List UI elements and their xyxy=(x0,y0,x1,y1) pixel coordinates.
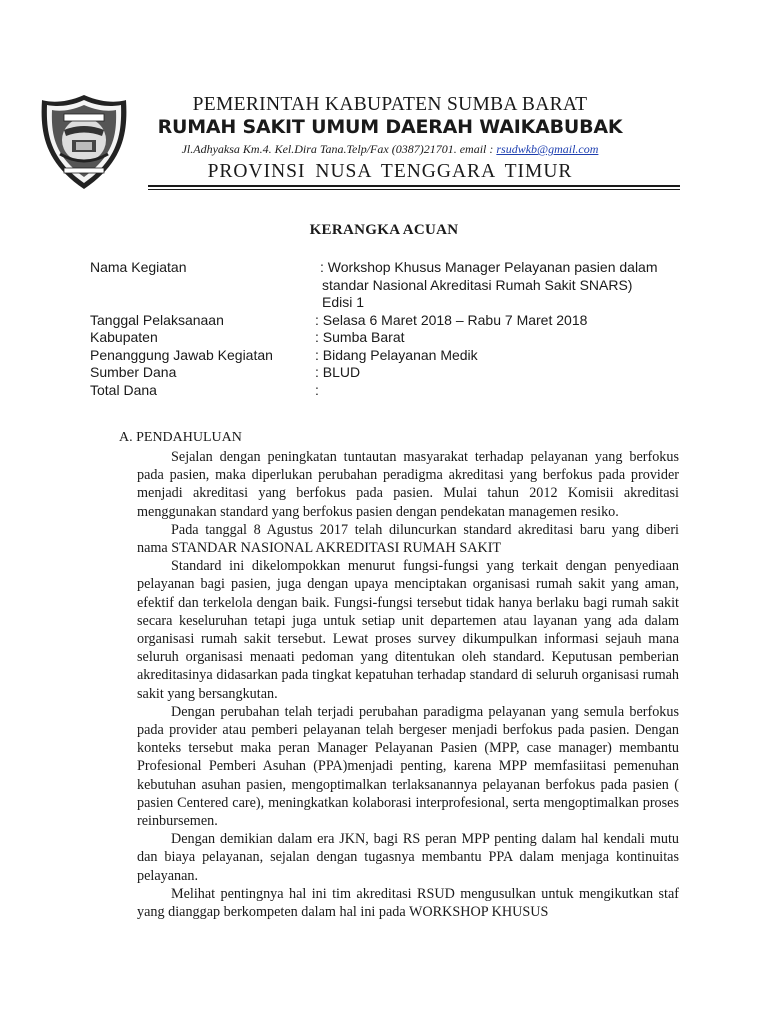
logo xyxy=(36,92,132,192)
paragraph: Dengan demikian dalam era JKN, bagi RS peran MPP penting dalam hal kendali mutu dan biaya pelayanan, sejalan dengan tugasnya membantu PPA dalam menjaga kontinuitas pelayanan. xyxy=(137,831,679,884)
header-divider-thick xyxy=(148,185,680,187)
province-name: PROVINSI NUSA TENGGARA TIMUR xyxy=(207,161,573,182)
paragraph: Pada tanggal 8 Agustus 2017 telah diluncurkan standard akreditasi baru yang diberi nama STANDAR NASIONAL AKREDITASI RUMAH SAKIT xyxy=(137,521,679,557)
government-name: PEMERINTAH KABUPATEN SUMBA BARAT xyxy=(192,94,588,115)
header-divider-thin xyxy=(148,189,680,190)
document-title: KERANGKA ACUAN xyxy=(309,222,459,238)
info-label: Sumber Dana xyxy=(90,364,177,380)
paragraph: Melihat pentingnya hal ini tim akreditasi RSUD mengusulkan untuk mengikutkan staf yang dianggap berkompeten dalam hal ini pada WORKSHOP KHUSUS xyxy=(137,885,679,921)
paragraph: Standard ini dikelompokkan menurut fungsi-fungsi yang terkait dengan penyediaan pelayanan bagi pasien, juga dengan upaya menciptakan organisasi rumah sakit yang aman, efektif dan terkelola dengan baik. Fungsi-fungsi tersebut tidak hanya berlaku bagi rumah sakit secara keseluruhan tetapi juga untuk setiap unit departemen atau layanan yang ada dalam organisasi rumah sakit tersebut. Lewat proses survey dikumpulkan informasi sejauh mana seluruh organisasi menaati pedoman yang ditentukan oleh standard. Keputusan pemberian akreditasinya didasarkan pada tingkat kepatuhan terhadap standard di seluruh organisasi rumah sakit yang bersangkutan. xyxy=(137,558,679,702)
info-row xyxy=(90,382,690,400)
address-text: Jl.Adhyaksa Km.4. Kel.Dira Tana.Telp/Fax (0387)21701. email : xyxy=(181,142,497,156)
info-label: Penanggung Jawab Kegiatan xyxy=(90,346,273,363)
info-label: Kabupaten xyxy=(90,329,158,345)
paragraph: Sejalan dengan peningkatan tuntautan masyarakat terhadap pelayanan yang berfokus pada pasien, maka diperlukan perubahan peradigma akreditasi yang berfokus pada provider menjadi akreditasi yang berfokus pada pasien. Mulai tahun 2012 Komisii akreditasi menggunakan standard yang berfokus pasien dengan pendekatan managemen resiko. xyxy=(137,449,679,520)
section-heading: A. PENDAHULUAN xyxy=(119,430,242,445)
info-value: : Selasa 6 Maret 2018 – Rabu 7 Maret 2018 xyxy=(315,311,588,328)
info-value: : BLUD xyxy=(315,364,361,380)
info-value: : Workshop Khusus Manager Pelayanan pasien dalam xyxy=(320,259,658,275)
hospital-name: RUMAH SAKIT UMUM DAERAH WAIKABUBAK xyxy=(157,116,623,138)
section-body xyxy=(137,448,679,921)
info-row xyxy=(90,329,690,347)
info-value: : Sumba Barat xyxy=(315,329,405,345)
activity-info xyxy=(90,259,690,399)
paragraph: Dengan perubahan telah terjadi perubahan paradigma pelayanan yang semula berfokus pada provider atau pemberi pelayanan telah bergeser menjadi berfokus pada pasien. Dengan konteks tersebut maka peran Manager Pelayanan Pasien (MPP, case manager) membantu Profesional Pemberi Asuhan (PPA)menjadi penting, karena MPP memfasiitasi pemenuhan kebutuhan asuhan pasien, mengoptimalkan terlaksanannya pelayanan berfokus pada pasien ( pasien Centered care), meningkatkan kolaborasi interprofesional, serta mengoptimalkan proses reinbursemen. xyxy=(137,703,679,830)
seal-icon xyxy=(36,92,132,192)
info-value: : xyxy=(315,381,319,398)
info-label: Nama Kegiatan xyxy=(90,259,187,275)
info-value: Edisi 1 xyxy=(322,294,365,310)
info-row xyxy=(90,347,690,365)
email-link[interactable]: rsudwkb@gmail.com xyxy=(496,142,599,156)
info-label: Tanggal Pelaksanaan xyxy=(90,311,224,328)
address-line xyxy=(130,142,650,157)
info-row xyxy=(90,259,690,277)
info-label: Total Dana xyxy=(90,381,157,398)
info-row xyxy=(90,277,690,295)
info-row xyxy=(90,364,690,382)
info-row xyxy=(90,312,690,330)
info-value: standar Nasional Akreditasi Rumah Sakit SNARS) xyxy=(322,276,633,293)
info-value: : Bidang Pelayanan Medik xyxy=(315,346,478,363)
info-row xyxy=(90,294,690,312)
